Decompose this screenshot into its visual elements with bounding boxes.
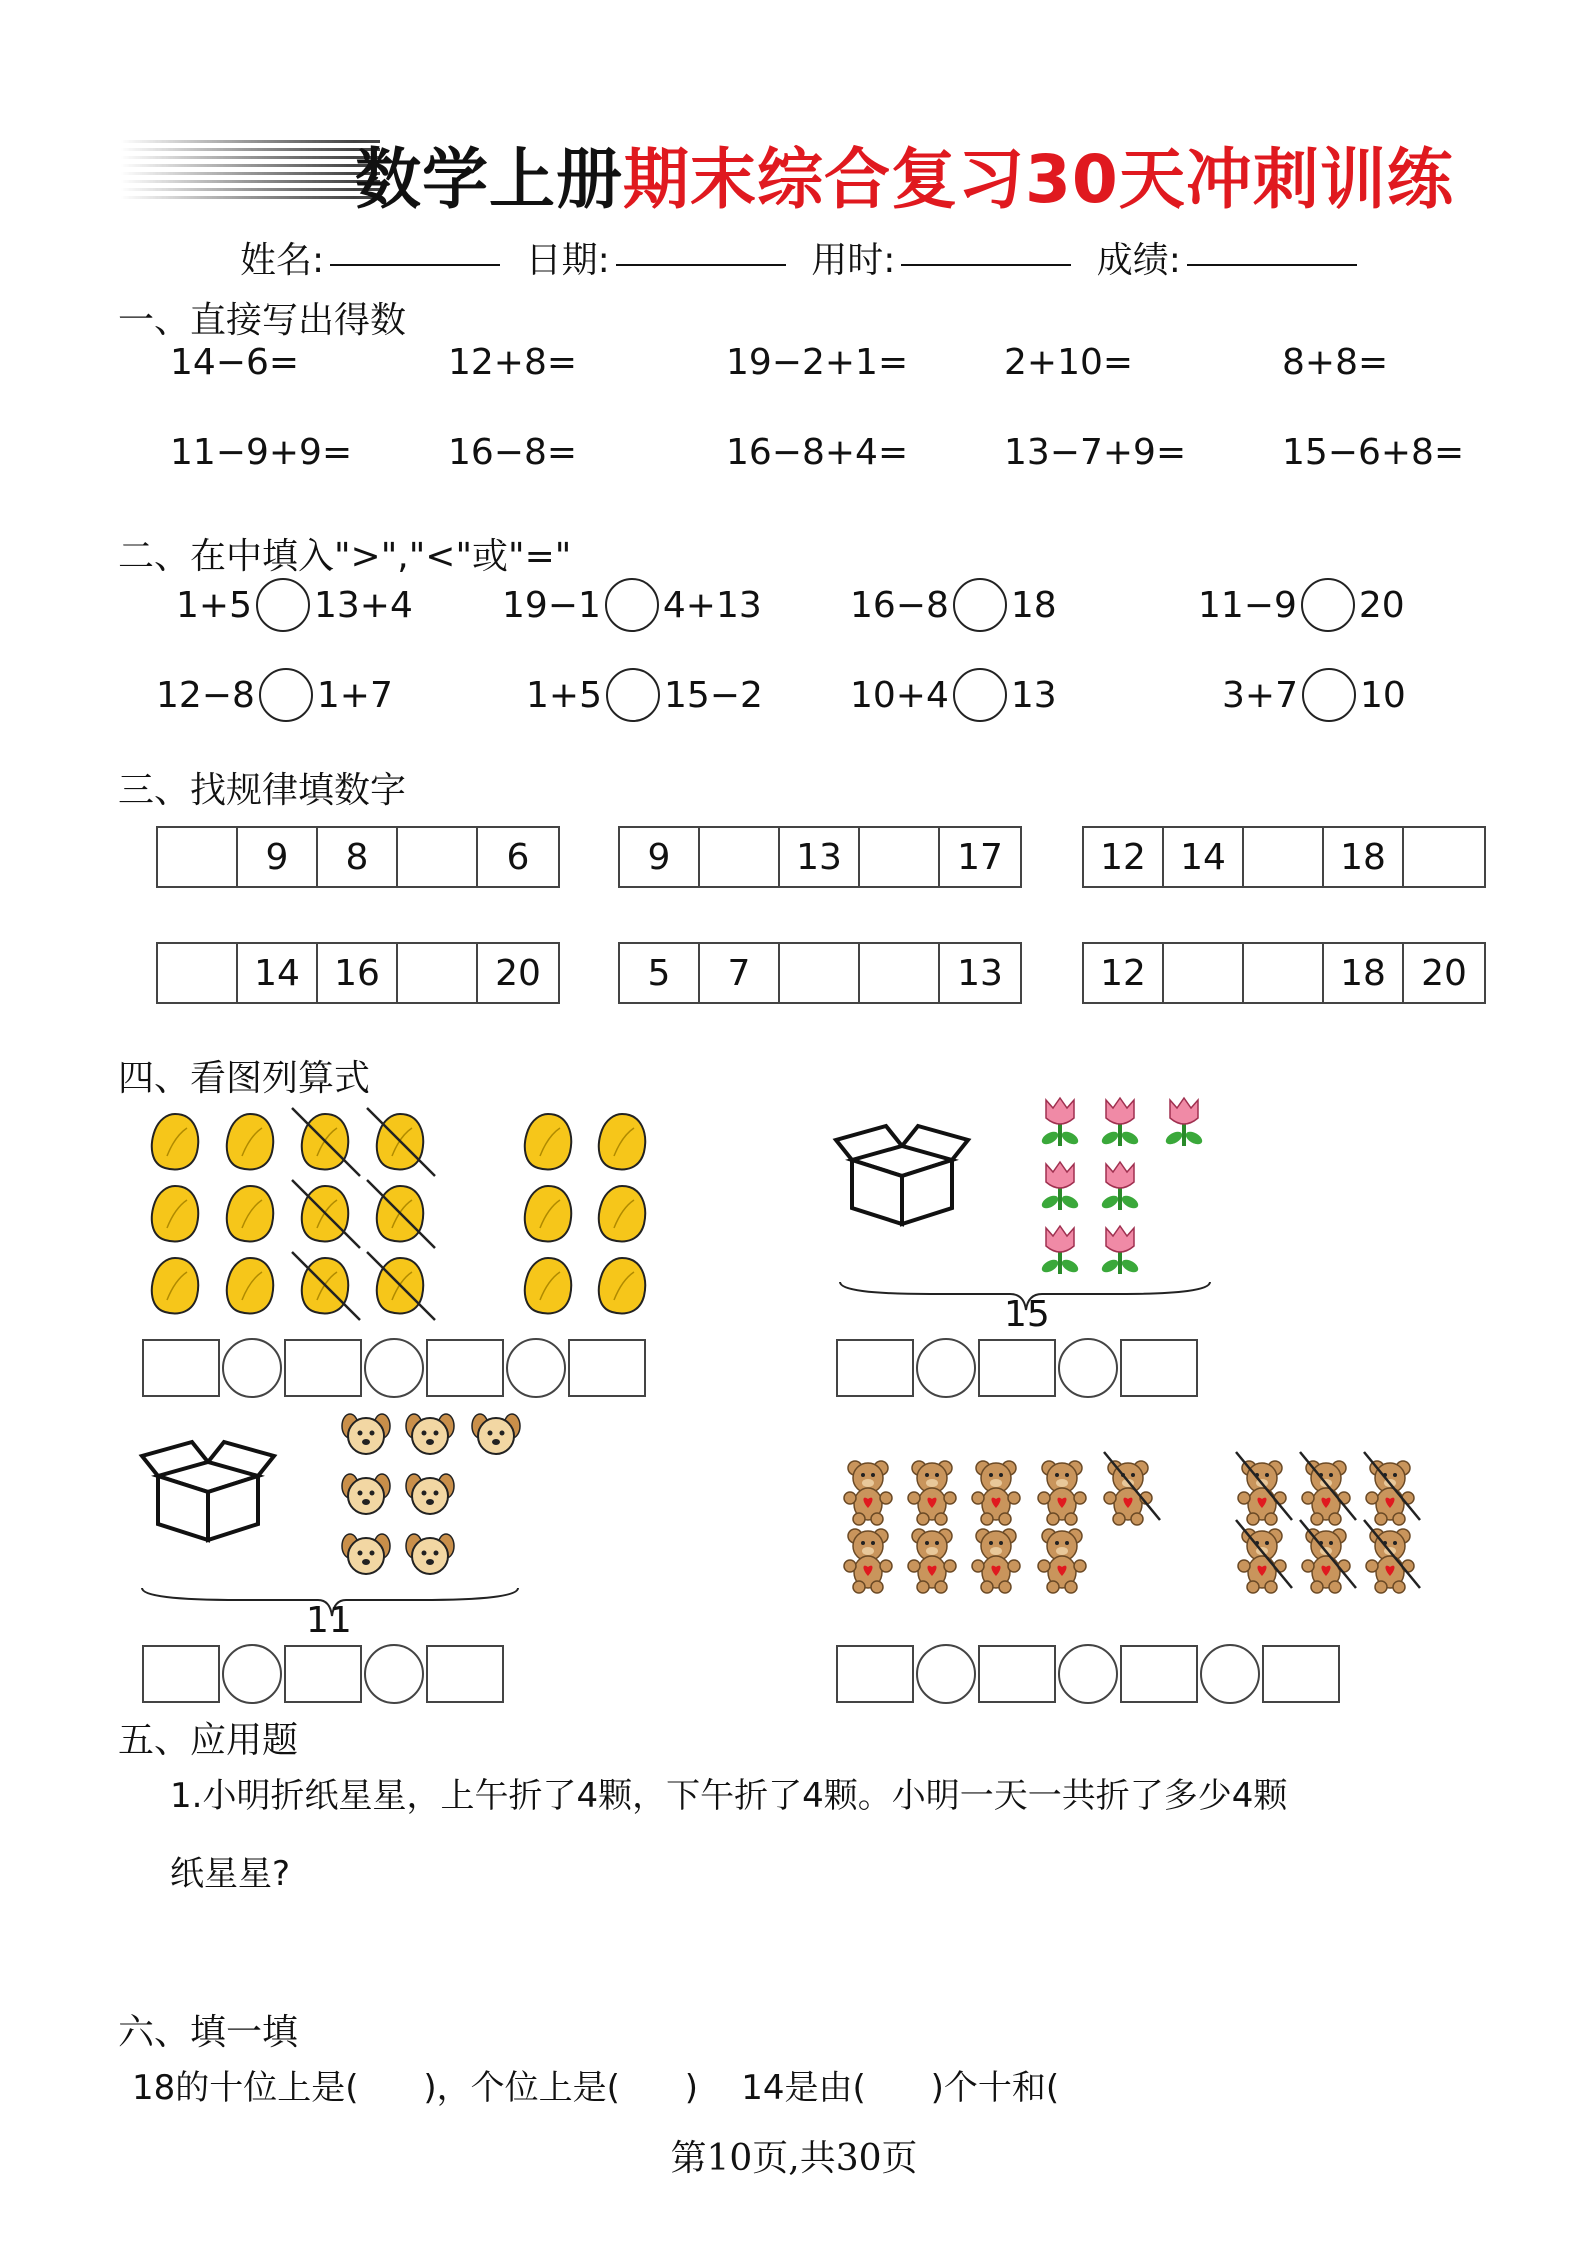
equation: 16−8= bbox=[448, 432, 578, 473]
dog-total: 11 bbox=[306, 1600, 352, 1641]
operator-circle[interactable] bbox=[1058, 1644, 1118, 1704]
equation: 8+8= bbox=[1282, 342, 1389, 383]
operator-circle[interactable] bbox=[364, 1338, 424, 1398]
sequence-cell[interactable]: 13 bbox=[780, 828, 860, 886]
operator-circle[interactable] bbox=[916, 1338, 976, 1398]
answer-box[interactable] bbox=[836, 1645, 914, 1703]
sequence-cell[interactable]: 14 bbox=[238, 944, 318, 1002]
sequence-cell[interactable]: 5 bbox=[620, 944, 700, 1002]
page-number: 第10页,共30页 bbox=[670, 2138, 918, 2179]
sequence-cell[interactable]: 17 bbox=[957, 836, 1003, 878]
sequence-cell[interactable]: 14 bbox=[1164, 828, 1244, 886]
sequence-cell[interactable]: 12 bbox=[1084, 944, 1164, 1002]
operator-circle[interactable] bbox=[506, 1338, 566, 1398]
sequence-cell[interactable]: 18 bbox=[1324, 828, 1404, 886]
equation: 14−6= bbox=[170, 342, 300, 383]
dog-picture bbox=[142, 1414, 520, 1616]
operator-circle[interactable] bbox=[1200, 1644, 1260, 1704]
compare-left: 12−8 bbox=[156, 674, 255, 716]
answer-box[interactable] bbox=[284, 1339, 362, 1397]
fill-blank-line: 18的十位上是( )，个位上是( ) 14是由( )个十和( bbox=[132, 2068, 1060, 2108]
answer-row bbox=[142, 1644, 504, 1704]
answer-box[interactable] bbox=[978, 1645, 1056, 1703]
sequence-cell[interactable]: 6 bbox=[506, 836, 530, 878]
answer-box[interactable] bbox=[284, 1645, 362, 1703]
equation: 12+8= bbox=[448, 342, 578, 383]
sequence-cell[interactable]: 16 bbox=[318, 944, 398, 1002]
word-problem-line1: 1.小明折纸星星，上午折了4颗，下午折了4颗。小明一天一共折了多少4颗 bbox=[170, 1776, 1288, 1816]
operator-circle[interactable] bbox=[222, 1338, 282, 1398]
section1-title: 一、直接写出得数 bbox=[118, 300, 407, 341]
compare-right: 13 bbox=[1010, 674, 1057, 716]
compare-left: 1+5 bbox=[526, 674, 602, 716]
compare-right: 15−2 bbox=[663, 674, 763, 716]
answer-box[interactable] bbox=[142, 1645, 220, 1703]
section2-title: 二、在中填入">","<"或"=" bbox=[118, 536, 572, 577]
word-problem-line2: 纸星星? bbox=[170, 1854, 291, 1894]
answer-box[interactable] bbox=[836, 1339, 914, 1397]
answer-box[interactable] bbox=[1120, 1339, 1198, 1397]
compare-right: 13+4 bbox=[313, 584, 413, 626]
equation: 19−2+1= bbox=[726, 342, 909, 383]
operator-circle[interactable] bbox=[1058, 1338, 1118, 1398]
sequence-cell[interactable]: 13 bbox=[957, 952, 1003, 994]
sequence-cell[interactable]: 8 bbox=[318, 828, 398, 886]
sequence-cell[interactable]: 20 bbox=[495, 952, 541, 994]
compare-left: 19−1 bbox=[502, 584, 601, 626]
sequence-cell[interactable]: 9 bbox=[238, 828, 318, 886]
compare-left: 11−9 bbox=[1198, 584, 1297, 626]
title-black: 数学上册 bbox=[355, 141, 623, 218]
compare-right: 20 bbox=[1358, 584, 1405, 626]
compare-right: 10 bbox=[1359, 674, 1406, 716]
title-red: 期末综合复习30天冲刺训练 bbox=[623, 141, 1454, 218]
answer-box[interactable] bbox=[1120, 1645, 1198, 1703]
answer-box[interactable] bbox=[142, 1339, 220, 1397]
operator-circle[interactable] bbox=[364, 1644, 424, 1704]
answer-row bbox=[142, 1338, 646, 1398]
bear-picture bbox=[844, 1452, 1420, 1593]
equation: 15−6+8= bbox=[1282, 432, 1465, 473]
answer-row bbox=[836, 1644, 1340, 1704]
sequence-cell[interactable]: 18 bbox=[1324, 944, 1404, 1002]
sequence-cell[interactable]: 20 bbox=[1421, 952, 1467, 994]
sequence-cell[interactable]: 9 bbox=[620, 828, 700, 886]
equation: 2+10= bbox=[1004, 342, 1134, 383]
section5-title: 五、应用题 bbox=[118, 1720, 299, 1761]
operator-circle[interactable] bbox=[916, 1644, 976, 1704]
sequence-cell[interactable]: 12 bbox=[1084, 828, 1164, 886]
time-label: 用时: bbox=[811, 240, 896, 281]
equation: 11−9+9= bbox=[170, 432, 353, 473]
compare-left: 16−8 bbox=[850, 584, 949, 626]
answer-box[interactable] bbox=[568, 1339, 646, 1397]
sequence-cell[interactable]: 7 bbox=[700, 944, 780, 1002]
equation: 13−7+9= bbox=[1004, 432, 1187, 473]
score-label: 成绩: bbox=[1096, 240, 1181, 281]
tulip-picture bbox=[836, 1098, 1210, 1310]
answer-box[interactable] bbox=[978, 1339, 1056, 1397]
section4-title: 四、看图列算式 bbox=[118, 1058, 371, 1099]
date-label: 日期: bbox=[525, 240, 610, 281]
answer-row bbox=[836, 1338, 1198, 1398]
operator-circle[interactable] bbox=[222, 1644, 282, 1704]
tulip-total: 15 bbox=[1004, 1294, 1050, 1335]
answer-box[interactable] bbox=[426, 1339, 504, 1397]
section6-title: 六、填一填 bbox=[118, 2012, 299, 2053]
answer-box[interactable] bbox=[1262, 1645, 1340, 1703]
lemon-picture bbox=[152, 1108, 645, 1320]
compare-left: 3+7 bbox=[1222, 674, 1298, 716]
compare-right: 1+7 bbox=[316, 674, 393, 716]
equation: 16−8+4= bbox=[726, 432, 909, 473]
answer-box[interactable] bbox=[426, 1645, 504, 1703]
section3-title: 三、找规律填数字 bbox=[118, 770, 407, 811]
compare-left: 1+5 bbox=[176, 584, 252, 626]
compare-left: 10+4 bbox=[850, 674, 949, 716]
compare-right: 4+13 bbox=[662, 584, 762, 626]
name-label: 姓名: bbox=[240, 240, 325, 281]
compare-right: 18 bbox=[1010, 584, 1057, 626]
